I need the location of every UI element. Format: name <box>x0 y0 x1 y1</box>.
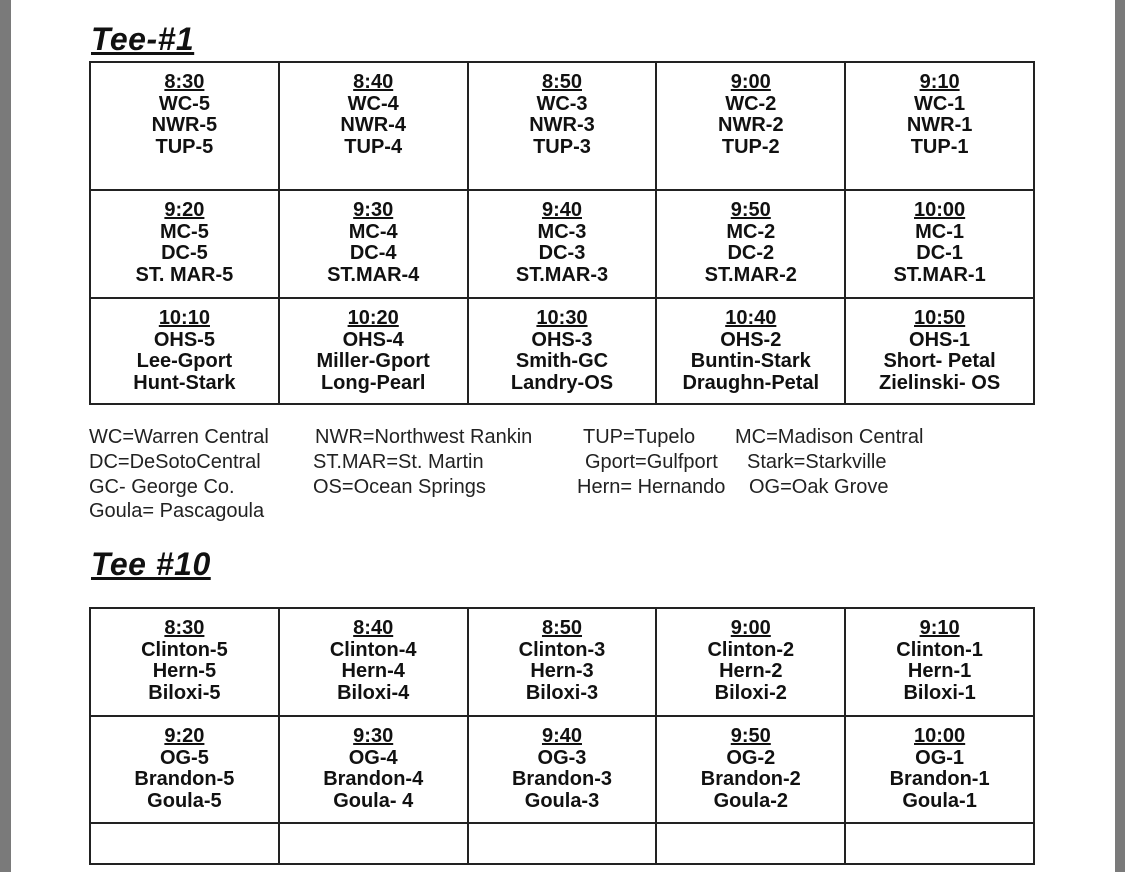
player-group: OHS-1 <box>909 328 971 351</box>
player-group: ST.MAR-3 <box>515 263 609 286</box>
tee-time: 8:50 <box>541 617 582 639</box>
player-group: ST. MAR-5 <box>135 263 234 286</box>
tee-time: 9:50 <box>730 725 771 747</box>
tee-time: 9:10 <box>919 71 960 93</box>
tee-time: 10:30 <box>536 307 588 329</box>
player-group: Brandon-5 <box>134 768 235 790</box>
player-group: OG-4 <box>348 746 398 769</box>
tee-time-cell <box>468 608 657 716</box>
legend-entry: ST.MAR=St. Martin <box>313 450 484 473</box>
player-group: OG-1 <box>915 746 965 769</box>
legend-entry: Goula= Pascagoula <box>89 500 265 523</box>
schedule-row <box>90 823 1034 864</box>
legend-entry: GC- George Co. <box>89 475 235 498</box>
schedule-row <box>90 298 1034 404</box>
player-group: MC-1 <box>915 220 965 243</box>
player-group: NWR-3 <box>529 114 595 136</box>
tee-time: 9:40 <box>541 725 582 747</box>
player-group: TUP-1 <box>910 135 969 158</box>
player-group: OG-5 <box>159 746 209 769</box>
tee-time: 9:00 <box>730 617 771 639</box>
schedule-row <box>90 190 1034 298</box>
tee-time-cell <box>90 823 279 864</box>
tee-time: 8:40 <box>353 617 394 639</box>
player-group: WC-3 <box>536 92 588 115</box>
tee-time: 8:30 <box>164 617 205 639</box>
player-group: Clinton-5 <box>141 638 228 661</box>
player-group: DC-5 <box>161 242 208 264</box>
player-group: TUP-2 <box>721 135 780 158</box>
tee-time-cell <box>468 716 657 823</box>
player-group: ST.MAR-4 <box>327 263 420 286</box>
tee-time-cell <box>656 190 845 298</box>
player-group: Clinton-2 <box>707 638 795 661</box>
player-group: Miller-Gport <box>316 350 430 372</box>
player-group: Biloxi-4 <box>337 681 410 704</box>
player-group: ST.MAR-2 <box>704 263 797 286</box>
tee-time-cell <box>656 608 845 716</box>
tee-time-cell <box>279 608 468 716</box>
tee-time: 8:40 <box>353 71 394 93</box>
tee-time-cell <box>845 608 1034 716</box>
player-group: OHS-4 <box>342 328 404 351</box>
tee-time-cell <box>468 190 657 298</box>
tee-time-cell <box>279 190 468 298</box>
player-group: MC-3 <box>537 220 587 243</box>
tee-time: 10:00 <box>914 725 966 747</box>
legend-entry: MC=Madison Central <box>735 426 924 448</box>
tee-10-schedule-table <box>89 607 1035 865</box>
legend-entry: Stark=Starkville <box>747 450 887 473</box>
player-group: Landry-OS <box>510 371 614 394</box>
player-group: Smith-GC <box>515 350 609 372</box>
player-group: MC-5 <box>159 220 209 243</box>
player-group: Biloxi-3 <box>525 681 599 704</box>
player-group: OG-2 <box>726 746 776 769</box>
tee-time: 9:30 <box>353 725 394 747</box>
tee-time: 10:10 <box>158 307 210 329</box>
tee-time-cell <box>90 298 279 404</box>
player-group: Short- Petal <box>883 350 996 372</box>
tee-time-cell <box>468 62 657 190</box>
player-group: Goula- 4 <box>333 789 414 812</box>
player-group: OHS-5 <box>153 328 215 351</box>
tee-time: 10:20 <box>347 307 399 329</box>
player-group: NWR-4 <box>340 114 406 136</box>
player-group: NWR-5 <box>151 114 218 136</box>
tee-time: 9:30 <box>353 199 394 221</box>
player-group: Brandon-1 <box>889 768 990 790</box>
player-group: MC-2 <box>726 220 776 243</box>
tee-time-cell <box>845 716 1034 823</box>
tee-time: 9:10 <box>919 617 960 639</box>
tee-time: 8:50 <box>541 71 582 93</box>
tee-time: 9:20 <box>164 199 205 221</box>
tee-time-cell <box>279 823 468 864</box>
player-group: DC-4 <box>349 242 397 264</box>
player-group: WC-4 <box>347 92 399 115</box>
player-group: Buntin-Stark <box>690 350 811 372</box>
player-group: Hern-4 <box>341 660 405 682</box>
tee-1-title: Tee-#1 <box>91 21 195 57</box>
legend-entry: Gport=Gulfport <box>585 450 718 473</box>
tee-time-cell <box>468 298 657 404</box>
player-group: OHS-3 <box>531 328 593 351</box>
tee-time-cell <box>656 716 845 823</box>
tee-time-cell <box>90 190 279 298</box>
player-group: Lee-Gport <box>136 350 233 372</box>
player-group: DC-3 <box>538 242 586 264</box>
player-group: Goula-1 <box>902 789 977 812</box>
player-group: Zielinski- OS <box>879 371 1001 394</box>
schedule-row <box>90 716 1034 823</box>
tee-time-cell <box>845 62 1034 190</box>
player-group: OHS-2 <box>720 328 782 351</box>
player-group: Hern-5 <box>152 660 217 682</box>
tee-time: 9:20 <box>164 725 205 747</box>
legend-entry: WC=Warren Central <box>89 426 269 448</box>
tee-time: 10:50 <box>914 307 966 329</box>
document-page <box>11 0 1115 872</box>
player-group: DC-1 <box>916 242 963 264</box>
player-group: WC-5 <box>158 92 210 115</box>
player-group: Biloxi-5 <box>148 681 221 704</box>
player-group: Goula-2 <box>713 789 789 812</box>
tee-time-cell <box>279 298 468 404</box>
legend-entry: OS=Ocean Springs <box>313 475 486 498</box>
legend-entry: Hern= Hernando <box>577 475 726 498</box>
tee-time: 8:30 <box>164 71 205 93</box>
player-group: WC-1 <box>914 92 966 115</box>
tee-10-title: Tee #10 <box>91 546 211 582</box>
player-group: WC-2 <box>725 92 777 115</box>
legend-entry: OG=Oak Grove <box>749 475 889 498</box>
player-group: Goula-3 <box>524 789 600 812</box>
legend-entry: NWR=Northwest Rankin <box>315 426 533 448</box>
tee-1-schedule-table <box>89 61 1035 405</box>
tee-time-cell <box>845 823 1034 864</box>
player-group: Brandon-3 <box>511 768 612 790</box>
tee-time-cell <box>656 62 845 190</box>
player-group: OG-3 <box>537 746 587 769</box>
tee-time-cell <box>90 716 279 823</box>
player-group: Hern-1 <box>907 660 972 682</box>
tee-time: 9:00 <box>730 71 771 93</box>
schedule-row <box>90 608 1034 716</box>
tee-time-cell <box>90 62 279 190</box>
player-group: Clinton-1 <box>896 638 983 661</box>
player-group: Clinton-4 <box>329 638 417 661</box>
tee-time-cell <box>656 823 845 864</box>
player-group: DC-2 <box>727 242 775 264</box>
tee-time-cell <box>279 716 468 823</box>
legend-entry: DC=DeSotoCentral <box>89 450 261 473</box>
tee-time-cell <box>90 608 279 716</box>
player-group: Hern-3 <box>530 660 594 682</box>
player-group: TUP-3 <box>533 135 591 158</box>
player-group: MC-4 <box>348 220 398 243</box>
player-group: Biloxi-1 <box>903 681 976 704</box>
tee-time-cell <box>468 823 657 864</box>
player-group: Hern-2 <box>719 660 783 682</box>
tee-time-cell <box>656 298 845 404</box>
player-group: Brandon-4 <box>323 768 424 790</box>
player-group: ST.MAR-1 <box>893 263 986 286</box>
player-group: TUP-5 <box>155 135 214 158</box>
player-group: Draughn-Petal <box>682 371 820 394</box>
tee-time-cell <box>845 298 1034 404</box>
tee-time: 9:40 <box>541 199 582 221</box>
player-group: Clinton-3 <box>518 638 606 661</box>
tee-time: 9:50 <box>730 199 771 221</box>
tee-time: 10:40 <box>725 307 777 329</box>
player-group: Biloxi-2 <box>714 681 787 704</box>
player-group: NWR-1 <box>906 114 973 136</box>
player-group: Goula-5 <box>147 789 222 812</box>
player-group: Long-Pearl <box>320 371 426 394</box>
schedule-row <box>90 62 1034 190</box>
player-group: TUP-4 <box>344 135 403 158</box>
legend-entry: TUP=Tupelo <box>583 426 696 448</box>
player-group: Brandon-2 <box>700 768 801 790</box>
player-group: NWR-2 <box>718 114 784 136</box>
tee-time: 10:00 <box>914 199 966 221</box>
tee-time-cell <box>845 190 1034 298</box>
tee-time-cell <box>279 62 468 190</box>
player-group: Hunt-Stark <box>133 371 236 394</box>
